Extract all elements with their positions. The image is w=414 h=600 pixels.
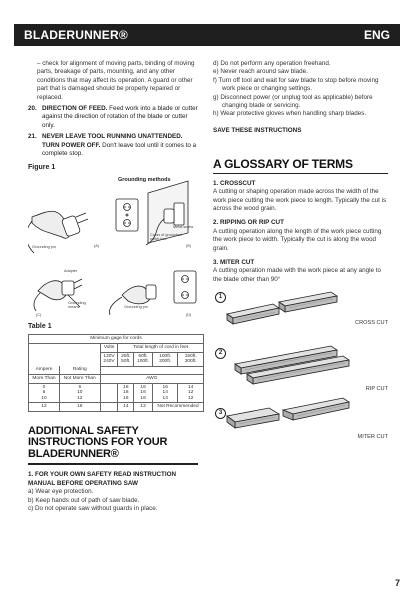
cut-number-3: 3 bbox=[215, 408, 226, 419]
glossary-3-title: 3. MITER CUT bbox=[213, 259, 255, 266]
length-cell: 100ft. bbox=[159, 353, 172, 359]
figure-label-d: (D) bbox=[186, 313, 192, 318]
item-21 bbox=[28, 133, 198, 158]
rating-header: Rating bbox=[59, 366, 100, 374]
list-item-d: d) Do not perform any operation freehand. bbox=[213, 60, 331, 67]
page-number: 7 bbox=[394, 578, 400, 588]
list-item-a: a) Wear eye protection. bbox=[28, 488, 94, 496]
item-21-text: Don't leave tool until it comes to a complete stop. bbox=[42, 141, 197, 158]
table-cell: 0 6 10 bbox=[29, 383, 60, 403]
grounding-pin2-label: Grounding pin bbox=[124, 305, 148, 310]
cut-types-illustration bbox=[213, 290, 388, 450]
length-cell: 150ft. bbox=[184, 353, 197, 359]
item-21-number: 21. bbox=[28, 133, 37, 141]
not-recommended-cell: Not Recommended bbox=[152, 403, 203, 412]
table-cell: 12 bbox=[134, 403, 153, 412]
list-item-b: b) Keep hands out of path of saw blade. bbox=[28, 496, 140, 504]
table-cell: 16 bbox=[59, 403, 100, 412]
list-item-e: e) Never reach around saw blade. bbox=[213, 68, 308, 76]
ampere-header: Ampere bbox=[29, 366, 60, 374]
list-item-c: c) Do not operate saw without guards in place. bbox=[28, 505, 158, 513]
brand-title: BLADERUNNER® bbox=[24, 28, 128, 42]
additional-safety-title: ADDITIONAL SAFETY INSTRUCTIONS FOR YOUR BLADERUNNER® bbox=[28, 424, 168, 460]
language-label: ENG bbox=[363, 28, 390, 42]
length-cell: 300ft. bbox=[184, 359, 197, 365]
metal-screw-label: Metal screw bbox=[173, 225, 194, 230]
figure-title: Figure 1 bbox=[28, 164, 56, 172]
cord-gage-table bbox=[28, 334, 204, 411]
length-cell: 100ft. bbox=[137, 359, 150, 365]
length-cell: 25ft. bbox=[121, 353, 131, 359]
save-instructions: SAVE THESE INSTRUCTIONS bbox=[213, 126, 302, 134]
adapter-label: Adapter bbox=[64, 269, 78, 274]
grounding-pin-label: Grounding pin bbox=[32, 245, 56, 250]
cover-label: Cover of grounded outlet box bbox=[150, 233, 182, 242]
awg-header: AWG bbox=[100, 374, 203, 383]
glossary-3-text: A cutting operation made with the work piece at any angle to the blade other than 90° bbox=[213, 267, 382, 283]
table-cell: 12 bbox=[29, 403, 60, 412]
figure-label-a: (A) bbox=[94, 244, 100, 249]
list-item-g: g) Disconnect power (or unplug tool as applicable) before changing blade or servicing. bbox=[213, 93, 373, 110]
miter-cut-label: MITER CUT bbox=[357, 434, 388, 441]
table-cell: 6 10 12 bbox=[59, 383, 100, 403]
length-cell: 50ft. bbox=[121, 359, 131, 365]
subsection-1-title: 1. FOR YOUR OWN SAFETY READ INSTRUCTION MANUAL BEFORE OPERATING SAW bbox=[28, 471, 177, 487]
cut-number-1: 1 bbox=[215, 292, 226, 303]
volts-header: Volts bbox=[100, 344, 118, 353]
table-cell: 16 16 16 bbox=[134, 383, 153, 403]
more-than-header: More Than bbox=[29, 374, 60, 383]
table-caption: Minimum gage for cords bbox=[29, 335, 204, 344]
grounding-methods-label: Grounding methods bbox=[118, 177, 171, 184]
grounding-means-label: Grounding means bbox=[68, 301, 86, 310]
glossary-1-text: A cutting or shaping operation made across the width of the work piece cutting the work piece to length. Typically the cut is across the wood grain. bbox=[213, 188, 387, 212]
left-column bbox=[28, 60, 198, 513]
glossary-2-text: A cutting operation along the length of the work piece cutting the work piece to width. Typically the cut is along the wood grain. bbox=[213, 227, 382, 252]
cross-cut-label: CROSS CUT bbox=[355, 320, 388, 327]
table-cell: 14 12 12 bbox=[178, 383, 204, 403]
list-item-f: f) Turn off tool and wait for saw blade to stop before moving work piece or changing settings. bbox=[213, 76, 379, 93]
glossary-rule bbox=[213, 173, 388, 174]
right-column bbox=[213, 60, 388, 450]
table-cell: 14 bbox=[118, 403, 134, 412]
table-title: Table 1 bbox=[28, 323, 52, 331]
not-more-than-header: Not More Than bbox=[59, 374, 100, 383]
volt-120: 120V bbox=[103, 353, 115, 359]
glossary-title: A GLOSSARY OF TERMS bbox=[213, 157, 353, 172]
item-21-title: NEVER LEAVE TOOL RUNNING UNATTENDED. TURN POWER OFF. bbox=[42, 133, 183, 149]
cut-number-2: 2 bbox=[215, 348, 226, 359]
total-length-header: Total length of cord in feet bbox=[118, 344, 204, 353]
glossary-2-title: 2. RIPPING OR RIP CUT bbox=[213, 219, 284, 227]
intro-paragraph: – check for alignment of moving parts, binding of moving parts, breakage of parts, mounting, and any other conditions that may affect its operation. A guard or other part that is damaged should be properly repaired or replaced. bbox=[37, 60, 195, 101]
item-20-title: DIRECTION OF FEED. bbox=[42, 105, 108, 113]
glossary-1-title: 1. CROSSCUT bbox=[213, 179, 256, 187]
grounding-figure bbox=[28, 173, 204, 319]
length-cell: 200ft. bbox=[159, 359, 172, 365]
volt-240: 240V bbox=[103, 359, 115, 365]
page-header bbox=[14, 24, 400, 46]
table-cell: 18 18 16 bbox=[118, 383, 134, 403]
item-20 bbox=[28, 105, 198, 130]
title-rule bbox=[28, 463, 198, 465]
item-20-number: 20. bbox=[28, 105, 37, 113]
item-20-text: Feed work into a blade or cutter against the direction of rotation of the blade or cutter only. bbox=[42, 105, 198, 129]
rip-cut-label: RIP CUT bbox=[365, 386, 388, 393]
figure-label-b: (B) bbox=[186, 244, 192, 249]
list-item-h: h) Wear protective gloves when handling sharp blades. bbox=[213, 110, 367, 118]
figure-label-c: (C) bbox=[36, 313, 42, 318]
table-cell: 16 14 14 bbox=[152, 383, 178, 403]
wood-boards-drawing bbox=[213, 290, 388, 450]
length-cell: 50ft. bbox=[138, 353, 148, 359]
